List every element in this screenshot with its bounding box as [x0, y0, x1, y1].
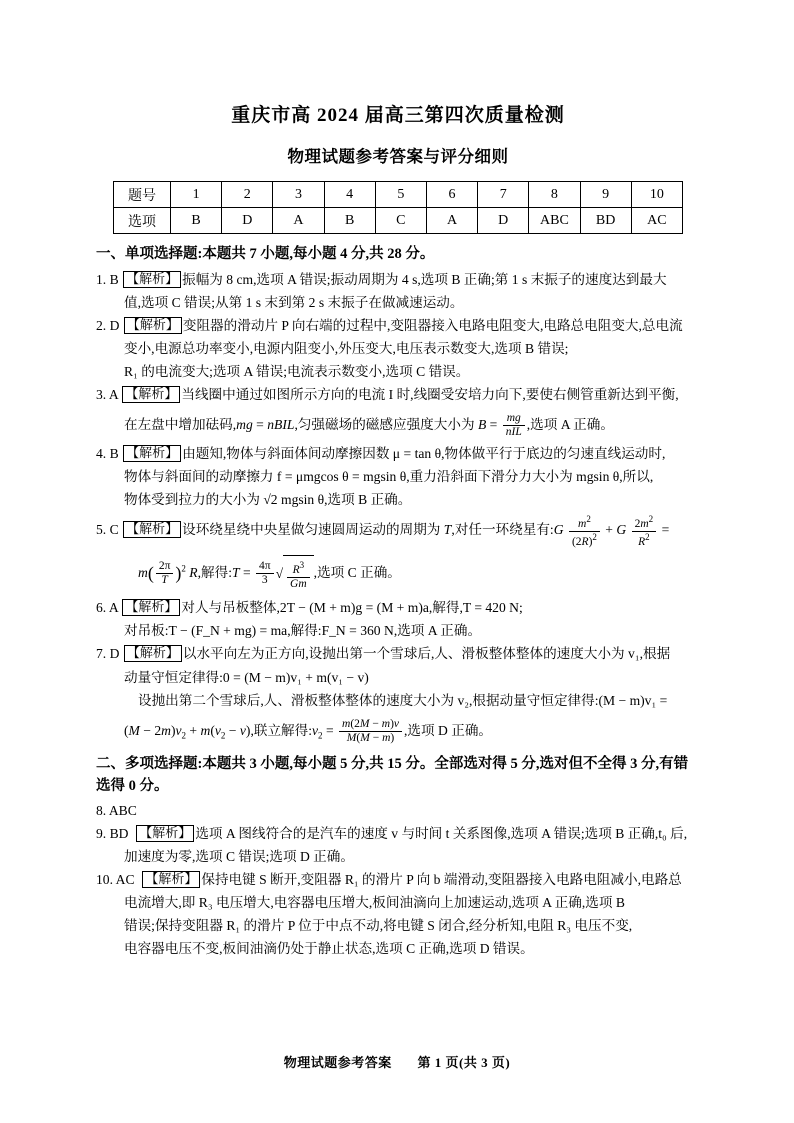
cell-answer: D	[222, 208, 273, 234]
item-answer: B	[109, 446, 119, 462]
answer-item-4-cont	[96, 466, 700, 488]
item-line: 电容器电压不变,板间油滴仍处于静止状态,选项 C 正确,选项 D 错误。	[124, 941, 534, 957]
formula-fraction: $\frac{m(2M - m)v}{M(M - m)}$	[339, 718, 402, 745]
cell-qnum: 9	[580, 182, 631, 208]
answer-item-2-cont	[96, 338, 700, 360]
answer-item-4-cont2	[96, 489, 700, 511]
item-number: 1.	[96, 271, 107, 287]
cell-answer: B	[324, 208, 375, 234]
item-tag: 【解析】	[142, 871, 200, 888]
formula-fraction: $\frac{2m^2}{R^2}$	[632, 514, 657, 549]
formula-fraction: $\frac{2\pi}{T}$	[156, 560, 174, 587]
item-answer: B	[109, 271, 119, 287]
cell-answer: D	[478, 208, 529, 234]
item-line: 变小,电源总功率变小,电源内阻变小,外压变大,电压表示数变大,选项 B 错误;	[124, 340, 569, 356]
item-line: 动量守恒定律得:0 = (M − m)v₁ + m(v₁ − v)	[124, 669, 369, 685]
item-tag: 【解析】	[122, 599, 180, 616]
cell-answer: AC	[631, 208, 682, 234]
item-answer: D	[109, 646, 120, 662]
cell-qnum: 2	[222, 182, 273, 208]
item-number: 5.	[96, 522, 107, 538]
item-line: 选项 A 图线符合的是汽车的速度 v 与时间 t 关系图像,选项 A 错误;选项 B 正确,t₀ 后,	[195, 826, 688, 842]
section-heading-multi-choice: 二、多项选择题:本题共 3 小题,每小题 5 分,共 15 分。全部选对得 5 分,选对但不全得 3 分,有错选得 0 分。	[96, 755, 689, 794]
item-number: 9.	[96, 826, 107, 842]
page-subtitle: 物理试题参考答案与评分细则	[287, 147, 509, 166]
answer-item-4	[96, 443, 700, 465]
item-line: 设抛出第二个雪球后,人、滑板整体整体的速度大小为 v₂,根据动量守恒定律得:(M − m)v₁ =	[138, 692, 668, 708]
table-row-answers	[114, 208, 683, 234]
cell-qnum: 7	[478, 182, 529, 208]
answer-item-3	[96, 384, 700, 406]
cell-answer: C	[375, 208, 426, 234]
item-answer: A	[108, 600, 118, 616]
item-line: 以水平向左为正方向,设抛出第一个雪球后,人、滑板整体整体的速度大小为 v₁,根据	[182, 646, 671, 662]
answer-item-5	[96, 512, 700, 548]
answer-item-7-cont3	[96, 713, 700, 748]
table-row-question-numbers	[114, 182, 683, 208]
item-line: 值,选项 C 错误;从第 1 s 末到第 2 s 末振子在做减速运动。	[124, 294, 464, 310]
answer-item-7-cont2	[96, 690, 700, 712]
cell-answer: BD	[580, 208, 631, 234]
answer-item-10	[96, 869, 700, 891]
item-number: 7.	[96, 646, 107, 662]
item-line: 当线圈中通过如图所示方向的电流 I 时,线圈受安培力向下,要使右侧管重新达到平衡,	[181, 386, 679, 402]
answer-item-5-cont	[96, 550, 700, 597]
cell-qnum: 10	[631, 182, 682, 208]
answer-item-2-cont2	[96, 361, 700, 383]
item-tag: 【解析】	[124, 645, 182, 662]
document-body	[96, 100, 700, 961]
page-title: 重庆市高 2024 届高三第四次质量检测	[231, 105, 565, 126]
cell-qnum: 5	[375, 182, 426, 208]
cell-answer: A	[426, 208, 477, 234]
answer-item-3-cont	[96, 407, 700, 442]
item-line: 对吊板:T − (F_N + mg) = ma,解得:F_N = 360 N,选项 A 正确。	[124, 623, 482, 639]
item-number: 4.	[96, 446, 107, 462]
answer-item-7-cont	[96, 667, 700, 689]
item-number: 6.	[96, 600, 107, 616]
formula-fraction: $\frac{m^2}{(2R)^2}$	[569, 514, 600, 549]
item-tag: 【解析】	[124, 317, 182, 334]
item-line: 物体受到拉力的大小为 √2 mgsin θ,选项 B 正确。	[124, 492, 412, 508]
item-line: 对人与吊板整体,2T − (M + m)g = (M + m)a,解得,T = 420 N;	[181, 600, 523, 616]
item-number: 2.	[96, 317, 107, 333]
item-line: 电流增大,即 R₃ 电压增大,电容器电压增大,板间油滴向上加速运动,选项 A 正确,选项 B	[124, 895, 625, 911]
item-number: 10.	[96, 872, 113, 888]
item-line: 在左盘中增加砝码,mg = nBIL,匀强磁场的磁感应强度大小为 B = $\frac{mg}{\text{nIL}}$ ,选项 A 正确。	[124, 412, 614, 439]
answer-item-10-cont2	[96, 915, 700, 937]
answer-item-1-cont	[96, 292, 700, 314]
item-tag: 【解析】	[136, 825, 194, 842]
formula-fraction: $\frac{R^3}{Gm}$	[287, 560, 310, 591]
item-tag: 【解析】	[123, 521, 181, 538]
item-line: 由题知,物体与斜面体间动摩擦因数 μ = tan θ,物体做平行于底边的匀速直线运动时,	[182, 446, 666, 462]
item-number: 8.	[96, 803, 107, 819]
item-answer: D	[109, 317, 120, 333]
footer-title: 物理试题参考答案	[283, 1055, 392, 1070]
item-line: 物体与斜面间的动摩擦力 f = μmgcos θ = mgsin θ,重力沿斜面下滑分力大小为 mgsin θ,所以,	[124, 469, 654, 485]
answer-item-2	[96, 315, 700, 337]
item-number: 3.	[96, 386, 107, 402]
row-header-answer: 选项	[114, 208, 171, 234]
item-line: R₁ 的电流变大;选项 A 错误;电流表示数变小,选项 C 错误。	[124, 363, 470, 379]
cell-qnum: 8	[529, 182, 580, 208]
item-tag: 【解析】	[123, 445, 181, 462]
item-answer: AC	[115, 872, 135, 888]
cell-answer: A	[273, 208, 324, 234]
item-line: 变阻器的滑动片 P 向右端的过程中,变阻器接入电路电阻变大,电路总电阻变大,总电流	[182, 317, 683, 333]
item-line: m( $\frac{2\pi}{T}$ )$^2$ R,解得:T = $\frac{4\pi}{3}$ √ $\frac{R^3}{Gm}$ ,选项 C 正确。	[138, 565, 401, 580]
cell-answer: ABC	[529, 208, 580, 234]
answer-item-10-cont	[96, 892, 700, 914]
item-line: $(M - 2m)v_2 + m(v_2 - v)$,联立解得$:v_2$ = $\frac{m(2M - m)v}{M(M - m)}$ ,选项 D 正确。	[124, 717, 493, 744]
cell-qnum: 3	[273, 182, 324, 208]
item-tag: 【解析】	[123, 271, 181, 288]
item-tag: 【解析】	[122, 386, 180, 403]
answer-item-1	[96, 269, 700, 291]
answer-item-6	[96, 597, 700, 619]
item-answer: BD	[109, 826, 129, 842]
formula-fraction: $\frac{mg}{\text{nIL}}$	[503, 412, 525, 439]
item-answer: A	[108, 386, 118, 402]
item-answer: C	[109, 522, 119, 538]
sqrt-symbol: √ $\frac{R^3}{Gm}$	[276, 555, 314, 591]
answer-item-9	[96, 823, 700, 845]
footer-page-number: 第 1 页(共 3 页)	[417, 1055, 511, 1070]
item-line: 保持电键 S 断开,变阻器 R₁ 的滑片 P 向 b 端滑动,变阻器接入电路电阻减小,电路总	[201, 872, 682, 888]
answer-item-8	[96, 800, 700, 822]
row-header-question: 题号	[114, 182, 171, 208]
item-line: 加速度为零,选项 C 错误;选项 D 正确。	[124, 849, 354, 865]
answer-item-9-cont	[96, 846, 700, 868]
answer-item-6-cont	[96, 620, 700, 642]
section-heading-single-choice: 一、单项选择题:本题共 7 小题,每小题 4 分,共 28 分。	[96, 246, 435, 262]
cell-qnum: 4	[324, 182, 375, 208]
item-line: 错误;保持变阻器 R₁ 的滑片 P 位于中点不动,将电键 S 闭合,经分析知,电阻 R₃ 电压不变,	[124, 918, 633, 934]
formula-fraction: $\frac{4\pi}{3}$	[256, 560, 274, 587]
answer-item-10-cont3	[96, 938, 700, 960]
cell-qnum: 1	[171, 182, 222, 208]
cell-answer: B	[171, 208, 222, 234]
page-footer	[0, 1052, 794, 1071]
item-answer: ABC	[108, 803, 137, 819]
item-line: 振幅为 8 cm,选项 A 错误;振动周期为 4 s,选项 B 正确;第 1 s 末振子的速度达到最大	[182, 271, 667, 287]
answer-item-7	[96, 643, 700, 665]
cell-qnum: 6	[426, 182, 477, 208]
answer-key-table	[113, 181, 683, 234]
item-line: 设环绕星绕中央星做匀速圆周运动的周期为 T,对任一环绕星有:G $\frac{m^2}{(2R)^2}$ + G $\frac{2m^2}{R^2}$ =	[182, 513, 670, 548]
